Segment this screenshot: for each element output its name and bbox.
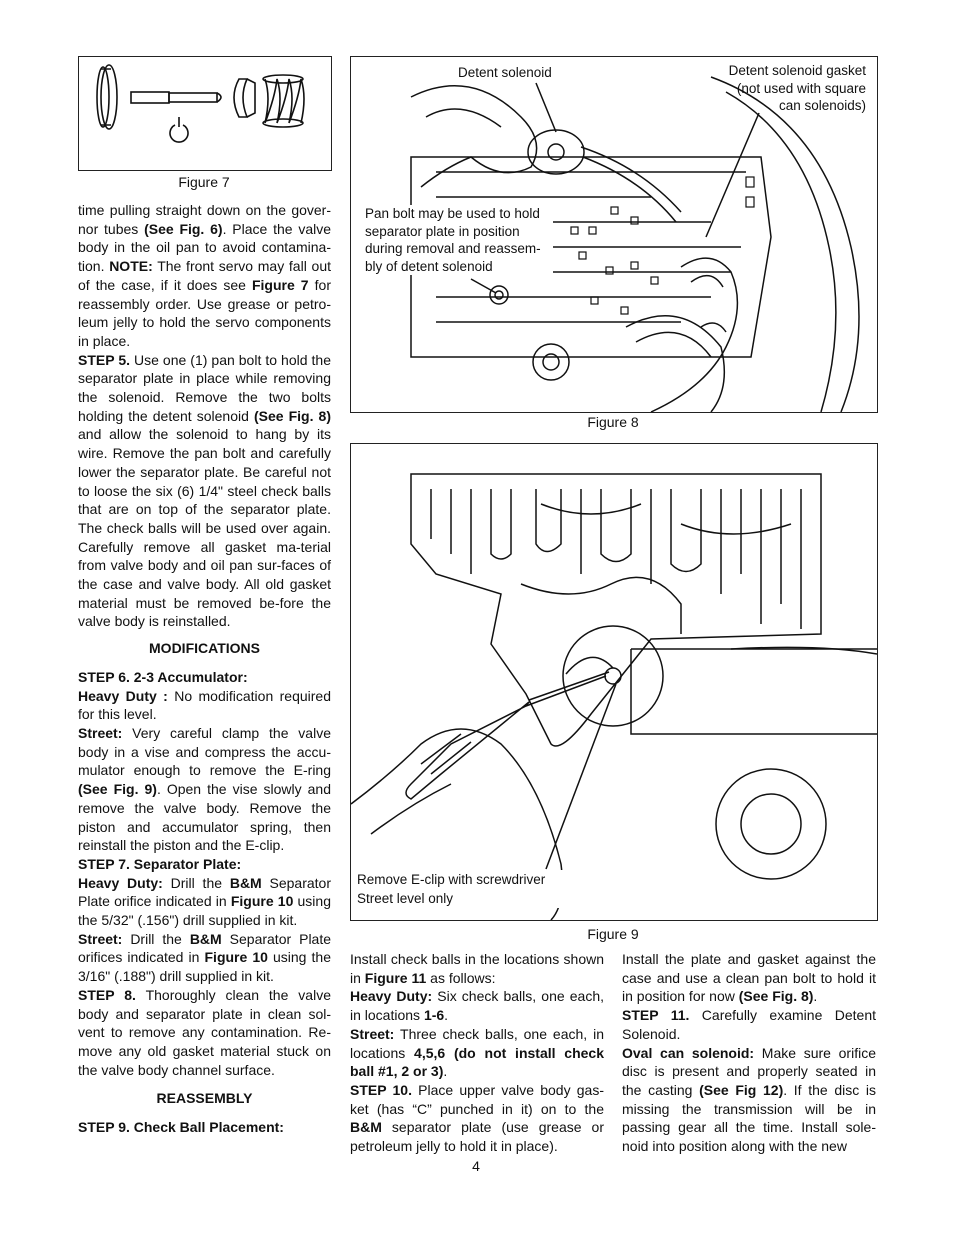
step-9-title: STEP 9. Check Ball Placement: [78, 1119, 284, 1136]
check-ball-heavy-duty: Heavy Duty: Six check balls, one each, in locations 1-6. [350, 988, 604, 1024]
check-ball-street: Street: Three check balls, one each, in locations 4,5,6 (do not install check ball #1, 2 or 3). [350, 1025, 604, 1080]
check-ball-intro: Install check balls in the locations shown in Figure 11 as follows: [350, 951, 604, 986]
modifications-heading: MODIFICATIONS [149, 640, 260, 657]
figure-8-label-gasket-line-3: can solenoids) [778, 98, 866, 113]
figure-9-label-line-2: Street level only [357, 891, 454, 906]
figure-9-label [357, 870, 587, 908]
figure-8-caption: Figure 8 [587, 414, 639, 430]
figure-8-label-panbolt-line-2: separator plate in position [365, 223, 520, 239]
step-7-heavy-duty: Heavy Duty: Drill the B&M Separator Plate orifice indicated in Figure 10 using the 5/32" (.156") drill supplied in kit. [78, 874, 332, 929]
figure-9 [350, 443, 878, 921]
figure-9-caption: Figure 9 [587, 926, 639, 942]
figure-7 [78, 56, 332, 171]
figure-8-label-gasket [690, 62, 866, 115]
step-7-title: STEP 7. Separator Plate: [78, 855, 242, 872]
figure-9-label-line-1: Remove E-clip with screwdriver [357, 872, 546, 887]
middle-column [350, 950, 604, 1156]
figure-7-caption: Figure 7 [178, 174, 230, 190]
step-11-paragraph: STEP 11. Carefully examine Detent Solenoid. [622, 1007, 876, 1042]
figure-9-illustration [351, 444, 877, 920]
right-column [622, 950, 876, 1156]
oval-can-paragraph: Oval can solenoid: Make sure orifice disc is present and properly seated in the casting (See Fig 12). If the disc is missing the transmission will be in passing gear all the time. Install sole-noid into position along with the new [622, 1044, 876, 1155]
step-10-paragraph: STEP 10. Place upper valve body gas-ket (has “C” punched in it) on to the B&M separator plate (use grease or petroleum jelly to hold it in place). [350, 1081, 604, 1155]
figure-8-label-panbolt-line-4: bly of detent solenoid [365, 258, 493, 274]
step-8-paragraph: STEP 8. Thoroughly clean the valve body and separator plate in clean sol-vent to remove any contamination. Re-move any old gasket material stuck on the valve body channel surface. [78, 986, 331, 1078]
figure-7-illustration [79, 57, 331, 170]
step-6-street: Street: Very careful clamp the valve body in a vise and compress the accu-mulator enough to remove the E-ring (See Fig. 9). Open the vise slowly and remove the valve body. Remove the piston and accumulator spring, then reinstall the piston and the E-clip. [78, 724, 331, 854]
figure-8-label-panbolt-line-3: during removal and reassem- [365, 241, 541, 256]
plate-install-paragraph: Install the plate and gasket against the case and use a clean pan bolt to hold it in position for now (See Fig. 8). [622, 951, 876, 1005]
left-paragraph-1: time pulling straight down on the gover-nor tubes (See Fig. 6). Place the valve body in the oil pan to avoid contamina-tion. NOTE: The front servo may fall out of the case, if it does see Figure 7 for reassembly order. Use grease or petro-leum jelly to hold the servo components in place. [78, 202, 332, 349]
figure-8-label-gasket-line-2: (not used with square [736, 80, 866, 96]
left-column [78, 201, 331, 1137]
figure-8-label-panbolt [365, 205, 553, 275]
step-6-heavy-duty: Heavy Duty : No modification required for this level. [78, 687, 331, 723]
figure-8-label-gasket-line-1: Detent solenoid gasket [728, 63, 866, 78]
step-5-paragraph: STEP 5. Use one (1) pan bolt to hold the separator plate in place while removing the solenoid. Remove the two bolts holding the detent solenoid (See Fig. 8) and allow the solenoid to hang by its wire. Remove the pan bolt and carefully lower the separator plate. Be careful not to loose the six (6) 1/4" steel check balls that are on top of the separator plate. The check balls will be used over again. Carefully remove all gasket ma-terial from valve body and oil pan sur-faces of the case and valve body. All old gasket material must be removed be-fore the valve body is reinstalled. [78, 351, 332, 630]
reassembly-heading: REASSEMBLY [156, 1090, 253, 1107]
page-number: 4 [472, 1158, 480, 1174]
figure-8-label-solenoid: Detent solenoid [458, 65, 552, 80]
step-6-title: STEP 6. 2-3 Accumulator: [78, 668, 248, 685]
step-7-street: Street: Drill the B&M Separator Plate orifices indicated in Figure 10 using the 3/16" (.188") drill supplied in kit. [78, 930, 332, 985]
figure-8-label-panbolt-line-1: Pan bolt may be used to hold [365, 206, 540, 221]
